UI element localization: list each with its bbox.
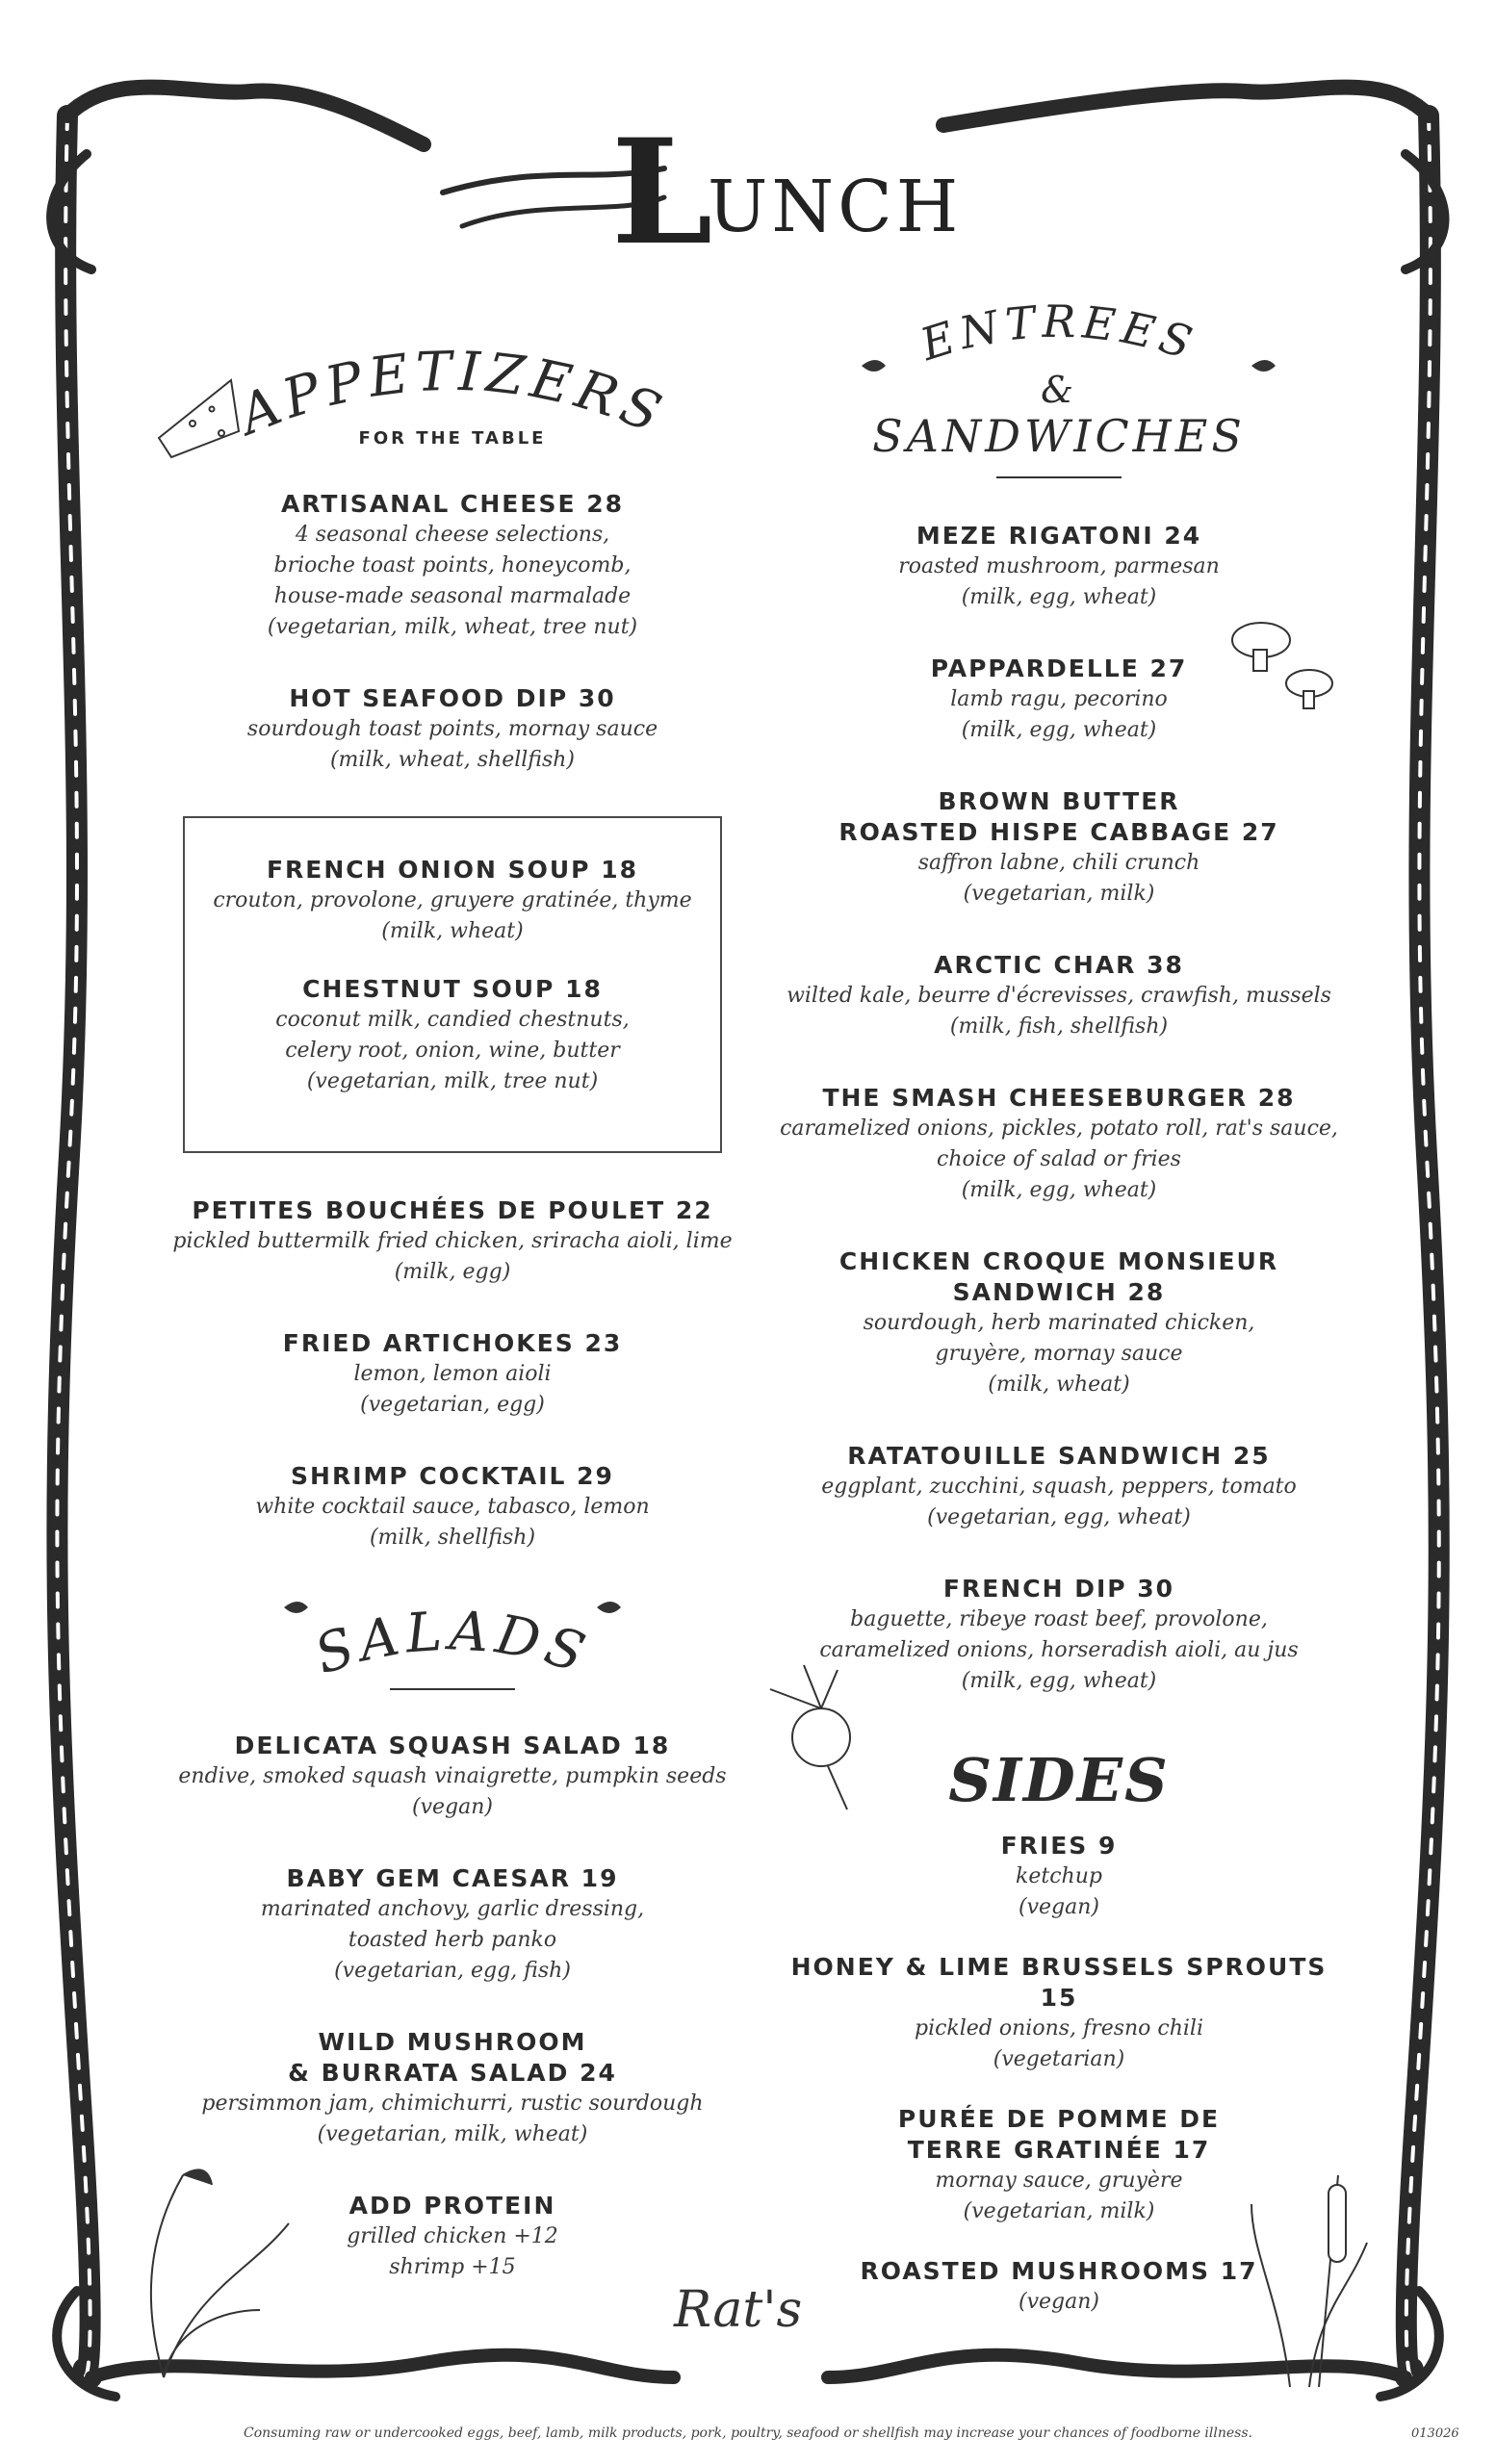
menu-item (168, 489, 736, 643)
menu-item (185, 974, 720, 1097)
menu-item (168, 2191, 736, 2283)
appetizers-subheading: FOR THE TABLE (358, 428, 547, 449)
item-desc: saffron labne, chili crunch (vegetarian, milk) (917, 851, 1200, 906)
menu-title (443, 108, 1020, 277)
item-desc: caramelized onions, pickles, potato roll, rat's sauce, choice of salad or fries (milk, egg, wheat) (780, 1116, 1338, 1202)
rats-logo: Rat's (674, 2281, 803, 2339)
entrees-heading-text: ENTREES (915, 295, 1204, 371)
sides-heading: SIDES (948, 1745, 1170, 1815)
item-name: MEZE RIGATONI 24 (916, 522, 1202, 550)
item-name: ARCTIC CHAR 38 (934, 951, 1184, 979)
item-desc: white cocktail sauce, tabasco, lemon (milk, shellfish) (255, 1495, 650, 1550)
salads-heading-text: SALADS (307, 1600, 598, 1687)
item-desc: sourdough toast points, mornay sauce (milk, wheat, shellfish) (246, 717, 658, 772)
svg-text:APPETIZERS (226, 341, 675, 438)
item-desc: grilled chicken +12 shrimp +15 (347, 2224, 558, 2279)
item-desc: endive, smoked squash vinaigrette, pumpkin seeds (vegan) (178, 1764, 727, 1819)
item-name: WILD MUSHROOM & BURRATA SALAD 24 (288, 2028, 617, 2087)
item-desc: pickled onions, fresno chili (vegetarian) (914, 2016, 1204, 2071)
item-name: PURÉE DE POMME DE TERRE GRATINÉE 17 (897, 2105, 1221, 2164)
entrees-amp: & (1041, 369, 1077, 411)
menu-item (168, 1731, 736, 1823)
menu-item (770, 950, 1348, 1042)
item-name: CHESTNUT SOUP 18 (302, 975, 603, 1003)
menu-item (770, 786, 1348, 910)
item-desc: wilted kale, beurre d'écrevisses, crawfish, mussels (milk, fish, shellfish) (787, 984, 1331, 1039)
item-desc: crouton, provolone, gruyere gratinée, thyme (milk, wheat) (213, 888, 692, 943)
item-name: SHRIMP COCKTAIL 29 (291, 1462, 614, 1490)
menu-item (770, 1574, 1348, 1697)
menu-item (770, 2256, 1348, 2318)
item-desc: eggplant, zucchini, squash, peppers, tomato (vegetarian, egg, wheat) (821, 1475, 1297, 1529)
svg-text:SALADS (307, 1600, 597, 1687)
item-name: ROASTED MUSHROOMS 17 (860, 2257, 1258, 2285)
item-desc: lemon, lemon aioli (vegetarian, egg) (353, 1362, 552, 1417)
title-initial: L (611, 108, 713, 277)
item-name: ADD PROTEIN (348, 2192, 556, 2220)
item-desc: coconut milk, candied chestnuts, celery root, onion, wine, butter (vegetarian, milk, tree nut) (275, 1008, 630, 1093)
appetizers-heading-text: APPETIZERS (230, 340, 675, 438)
item-name: BABY GEM CAESAR 19 (286, 1864, 619, 1892)
item-name: DELICATA SQUASH SALAD 18 (234, 1732, 671, 1759)
item-desc: pickled buttermilk fried chicken, sriracha aioli, lime (milk, egg) (172, 1229, 733, 1284)
item-desc: (vegan) (1019, 2290, 1099, 2314)
salads-heading (168, 1592, 736, 1688)
item-name: ARTISANAL CHEESE 28 (280, 490, 625, 518)
item-desc: persimmon jam, chimichurri, rustic sourdough (vegetarian, milk, wheat) (201, 2092, 704, 2146)
menu-item (168, 1328, 736, 1421)
menu-item (770, 654, 1348, 746)
menu-item (770, 521, 1348, 613)
item-desc: 4 seasonal cheese selections, brioche toast points, honeycomb, house-made seasonal marmalade (vegetarian, milk, wheat, tree nut) (267, 523, 638, 639)
soup-box (183, 816, 722, 1153)
item-name: HOT SEAFOOD DIP 30 (289, 684, 616, 712)
item-name: PAPPARDELLE 27 (930, 654, 1188, 682)
title-rest: UNCH (708, 166, 963, 248)
item-name: PETITES BOUCHÉES DE POULET 22 (192, 1196, 713, 1224)
menu-item (770, 1831, 1348, 1923)
menu-item (770, 2104, 1348, 2227)
food-safety-disclaimer: Consuming raw or undercooked eggs, beef, lamb, milk products, pork, poultry, seafood or shellfish may increase your chances of foodborne illness. (244, 2426, 1252, 2441)
entrees-heading-line2: SANDWICHES (872, 410, 1246, 462)
menu-item (168, 1461, 736, 1553)
item-name: THE SMASH CHEESEBURGER 28 (822, 1084, 1296, 1112)
item-name: HONEY & LIME BRUSSELS SPROUTS 15 (790, 1953, 1328, 2012)
item-desc: lamb ragu, pecorino (milk, egg, wheat) (950, 687, 1168, 742)
item-desc: baguette, ribeye roast beef, provolone, caramelized onions, horseradish aioli, au jus (milk, egg, wheat) (819, 1607, 1299, 1693)
menu-item (770, 1083, 1348, 1206)
item-name: FRIES 9 (1000, 1832, 1118, 1860)
entrees-rule (996, 476, 1122, 478)
item-name: FRIED ARTICHOKES 23 (282, 1329, 623, 1357)
svg-text:ENTREES (914, 295, 1203, 371)
menu-item (770, 1441, 1348, 1533)
item-desc: marinated anchovy, garlic dressing, toasted herb panko (vegetarian, egg, fish) (260, 1897, 645, 1983)
menu-item (168, 1195, 736, 1288)
menu-item (770, 1952, 1348, 2075)
item-desc: roasted mushroom, parmesan (milk, egg, wheat) (898, 554, 1220, 609)
menu-item (168, 1863, 736, 1987)
appetizers-heading (168, 332, 736, 438)
menu-item (185, 855, 720, 947)
menu-code: 013026 (1411, 2426, 1459, 2441)
item-desc: sourdough, herb marinated chicken, gruyère, mornay sauce (milk, wheat) (863, 1311, 1255, 1397)
item-name: FRENCH ONION SOUP 18 (266, 856, 639, 884)
appetizers-column (168, 332, 736, 2323)
menu-item (770, 1246, 1348, 1400)
item-name: RATATOUILLE SANDWICH 25 (847, 1442, 1271, 1470)
item-desc: ketchup (vegan) (1016, 1864, 1102, 1919)
menu-item (168, 683, 736, 776)
salads-rule (390, 1688, 515, 1690)
entrees-heading (770, 294, 1348, 371)
item-name: CHICKEN CROQUE MONSIEUR SANDWICH 28 (838, 1247, 1279, 1306)
item-desc: mornay sauce, gruyère (vegetarian, milk) (935, 2169, 1183, 2223)
item-name: FRENCH DIP 30 (942, 1575, 1175, 1603)
menu-item (168, 2027, 736, 2150)
appetizer-list (168, 489, 736, 776)
entrees-column (770, 294, 1348, 2358)
item-name: BROWN BUTTER ROASTED HISPE CABBAGE 27 (838, 787, 1279, 846)
